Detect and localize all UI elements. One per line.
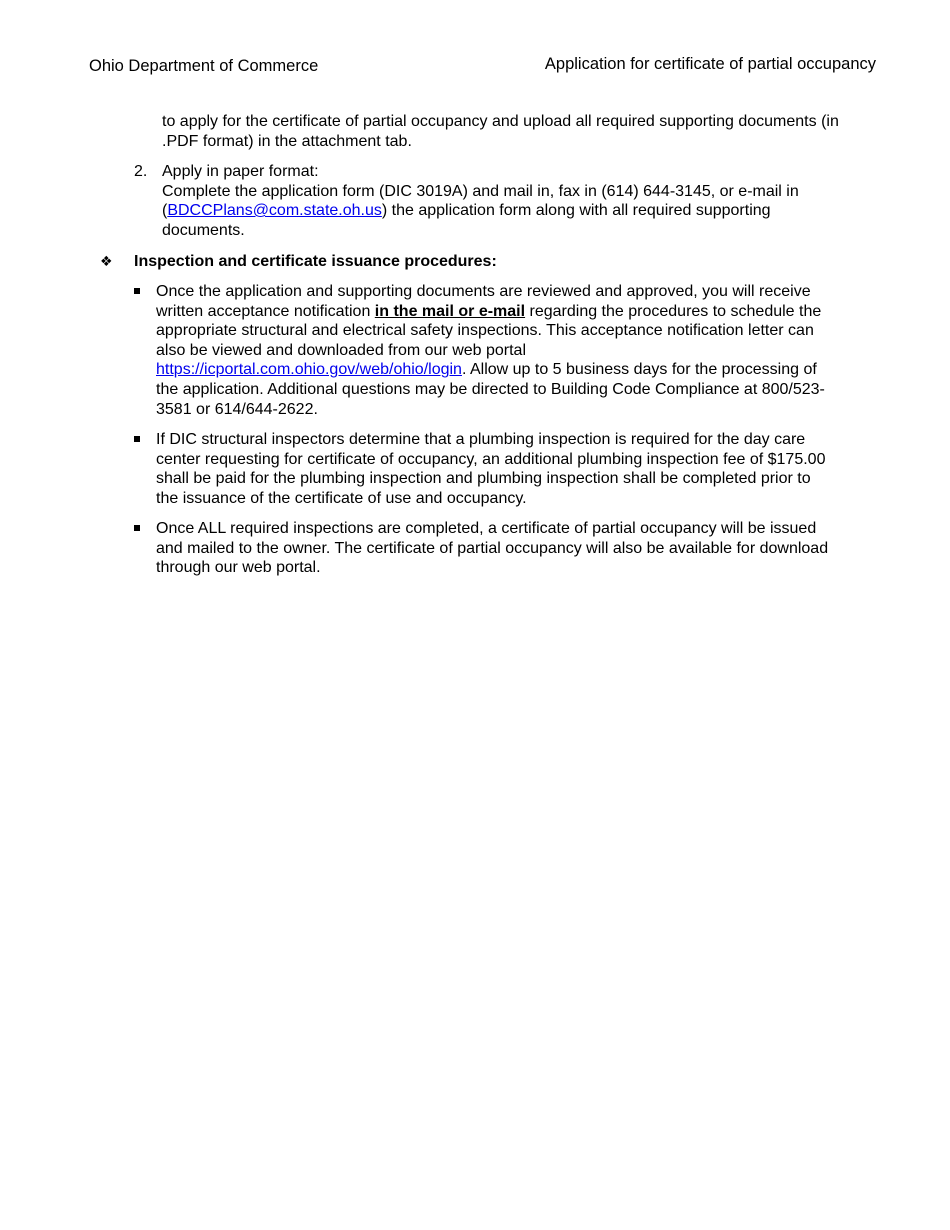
continuation-paragraph: to apply for the certificate of partial occupancy and upload all required supporting documents (in .PDF format) in the attachment tab. [162, 113, 839, 150]
section-heading [100, 252, 820, 272]
bullet-item [134, 519, 834, 578]
paper-format-text-before: Complete the application form (DIC 3019A) and mail in, fax in (614) 644-3145, or e-mail in ( [162, 182, 799, 220]
square-bullet-icon [134, 525, 140, 531]
bullet-item [134, 430, 834, 508]
header-organization: Ohio Department of Commerce [89, 57, 319, 75]
bullet-1-part2: regarding the procedures to schedule the appropriate structural and electrical safety inspections. This acceptance notification letter can also be viewed and downloaded from our web portal [156, 302, 822, 359]
paper-format-text-after: ) the application form along with all required supporting documents. [162, 202, 771, 239]
email-link[interactable]: BDCCPlans@com.state.oh.us [167, 202, 382, 220]
item-number: 2. [134, 163, 148, 180]
square-bullet-icon [134, 288, 140, 294]
numbered-item-body [162, 162, 844, 240]
bullet-item [134, 282, 834, 419]
diamond-bullet-icon: ❖ [100, 253, 113, 269]
bullet-text: Once ALL required inspections are completed, a certificate of partial occupancy will be issued and mailed to the owner. The certificate of partial occupancy will also be available for download through our web portal. [156, 520, 829, 577]
numbered-item-title: Apply in paper format: [162, 163, 319, 180]
bullet-text: If DIC structural inspectors determine that a plumbing inspection is required for the day care center requesting for certificate of occupancy, an additional plumbing inspection fee of $175.00 shall be paid for the plumbing inspection and plumbing inspection shall be completed prior to the issuance of the certificate of use and occupancy. [156, 431, 826, 507]
bullet-text [156, 282, 834, 419]
bullet-1-part3: . Allow up to 5 business days for the processing of the application. Additional questions may be directed to Building Code Compliance at 800/523-3581 or 614/644-2622. [156, 361, 825, 418]
web-portal-link[interactable]: https://icportal.com.ohio.gov/web/ohio/login [156, 361, 462, 379]
numbered-item-text [162, 182, 844, 241]
square-bullet-icon [134, 436, 140, 442]
header-document-title: Application for certificate of partial occupancy [544, 55, 876, 73]
bullet-1-emphasis: in the mail or e-mail [374, 302, 526, 320]
bullet-1-part1: Once the application and supporting documents are reviewed and approved, you will receive written acceptance notification [156, 283, 811, 320]
section-heading-text: Inspection and certificate issuance procedures: [134, 253, 497, 270]
numbered-item-paper-format [134, 162, 844, 240]
